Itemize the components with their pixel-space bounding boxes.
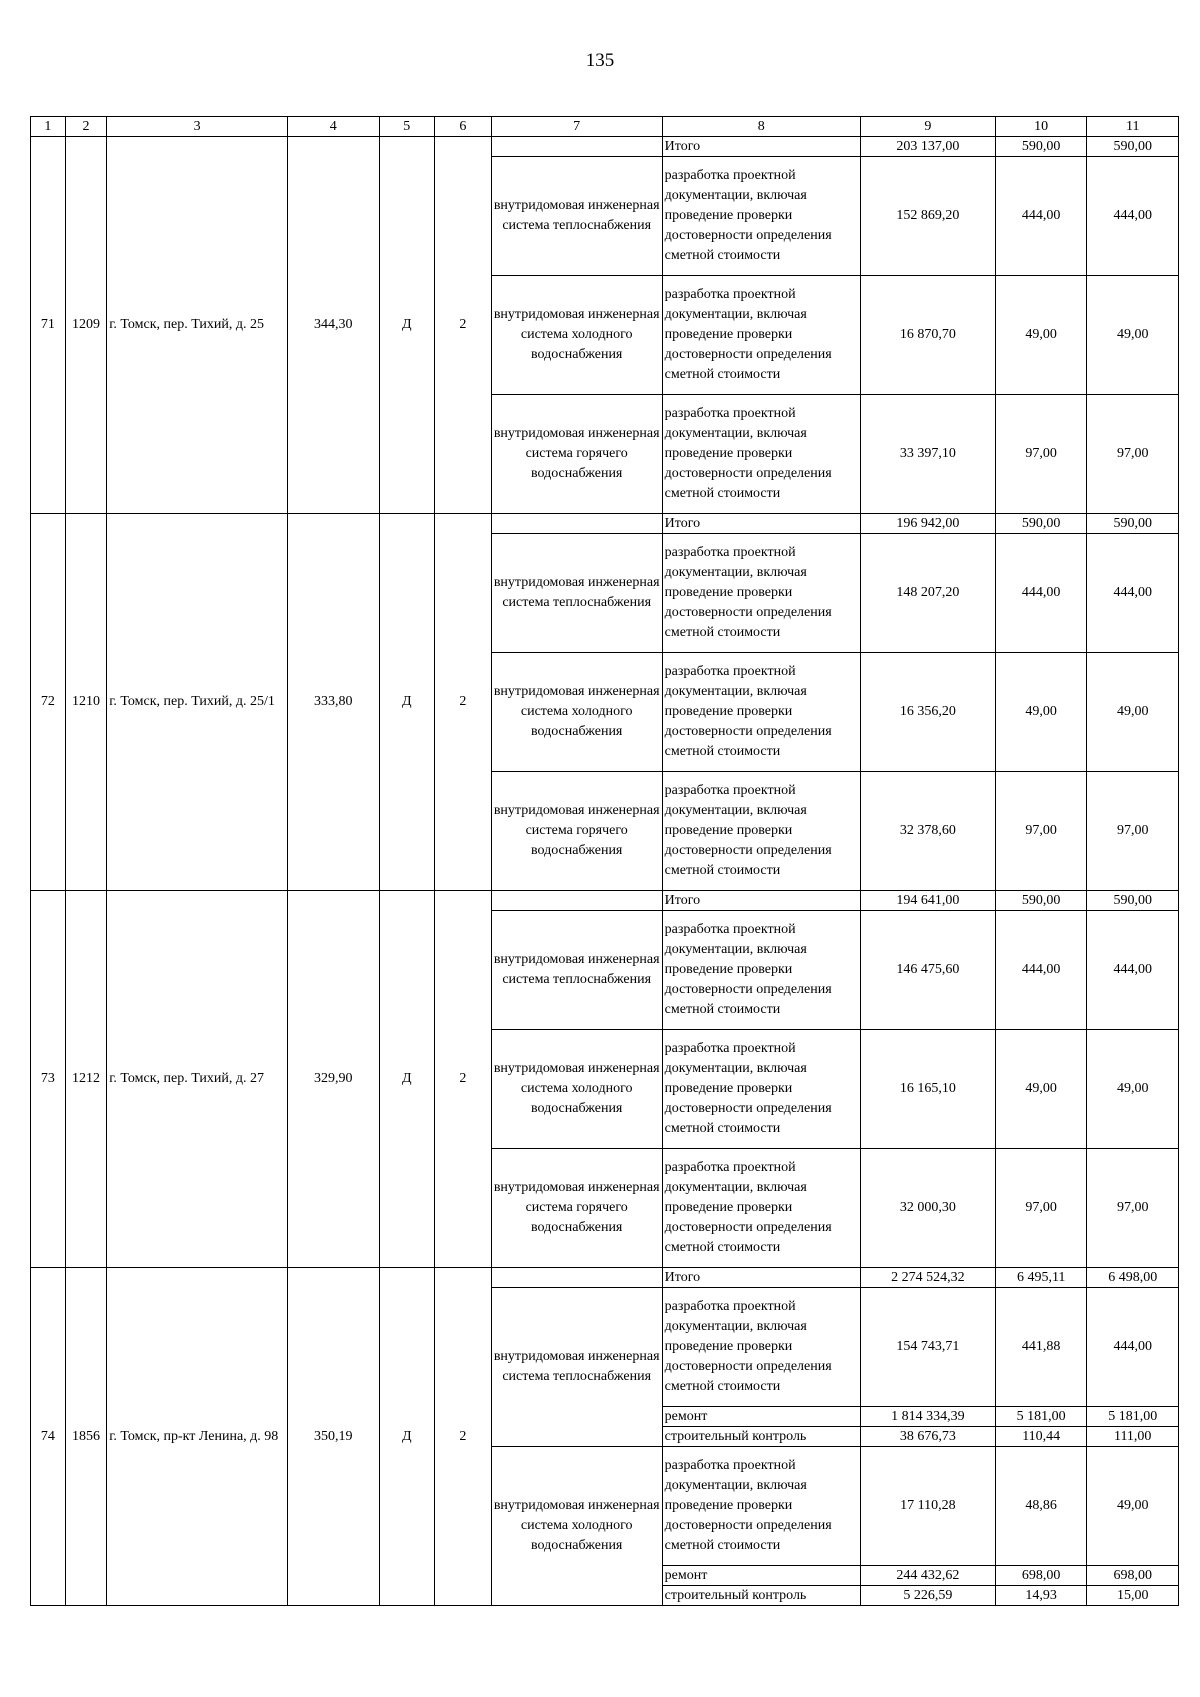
work-description: разработка проектной документации, включая проведение проверки достоверности определения сметной стоимости <box>662 1288 860 1407</box>
work-description: ремонт <box>662 1566 860 1586</box>
cost-v9: 16 165,10 <box>860 1030 995 1149</box>
record-area: 329,90 <box>288 891 379 1268</box>
record-address: г. Томск, пер. Тихий, д. 25 <box>107 137 288 514</box>
cost-v10: 441,88 <box>995 1288 1086 1407</box>
system-name: внутридомовая инженерная система холодного водоснабжения <box>491 276 662 395</box>
work-description: разработка проектной документации, включая проведение проверки достоверности определения сметной стоимости <box>662 772 860 891</box>
cost-v11: 97,00 <box>1087 395 1179 514</box>
cost-v10: 97,00 <box>995 395 1086 514</box>
system-name: внутридомовая инженерная система холодного водоснабжения <box>491 653 662 772</box>
cost-v9: 1 814 334,39 <box>860 1407 995 1427</box>
column-header: 11 <box>1087 117 1179 137</box>
cost-v11: 49,00 <box>1087 653 1179 772</box>
cost-v10: 49,00 <box>995 653 1086 772</box>
record-k: 2 <box>435 514 492 891</box>
cost-v10: 49,00 <box>995 276 1086 395</box>
cost-v10: 49,00 <box>995 1030 1086 1149</box>
cost-v11: 444,00 <box>1087 911 1179 1030</box>
system-name: внутридомовая инженерная система горячего водоснабжения <box>491 772 662 891</box>
column-header: 7 <box>491 117 662 137</box>
cost-v10: 110,44 <box>995 1427 1086 1447</box>
cost-v10: 48,86 <box>995 1447 1086 1566</box>
record-number: 73 <box>31 891 66 1268</box>
work-description: строительный контроль <box>662 1586 860 1606</box>
record-total-row <box>31 1268 1179 1288</box>
cost-v9: 38 676,73 <box>860 1427 995 1447</box>
cost-v11: 444,00 <box>1087 157 1179 276</box>
total-v9: 2 274 524,32 <box>860 1268 995 1288</box>
work-description: ремонт <box>662 1407 860 1427</box>
cost-v9: 148 207,20 <box>860 534 995 653</box>
column-header: 9 <box>860 117 995 137</box>
cost-v11: 49,00 <box>1087 1030 1179 1149</box>
cost-v11: 5 181,00 <box>1087 1407 1179 1427</box>
total-label: Итого <box>662 514 860 534</box>
column-header: 5 <box>379 117 435 137</box>
work-description: строительный контроль <box>662 1427 860 1447</box>
cost-v9: 152 869,20 <box>860 157 995 276</box>
total-label: Итого <box>662 1268 860 1288</box>
total-v11: 590,00 <box>1087 514 1179 534</box>
record-k: 2 <box>435 891 492 1268</box>
record-total-row <box>31 514 1179 534</box>
total-label: Итого <box>662 137 860 157</box>
total-v11: 590,00 <box>1087 891 1179 911</box>
record-number: 74 <box>31 1268 66 1606</box>
cost-v11: 15,00 <box>1087 1586 1179 1606</box>
total-v11: 6 498,00 <box>1087 1268 1179 1288</box>
total-v10: 590,00 <box>995 137 1086 157</box>
work-description: разработка проектной документации, включая проведение проверки достоверности определения сметной стоимости <box>662 653 860 772</box>
cost-v9: 154 743,71 <box>860 1288 995 1407</box>
record-number: 71 <box>31 137 66 514</box>
total-v9: 196 942,00 <box>860 514 995 534</box>
column-header: 6 <box>435 117 492 137</box>
cost-v10: 444,00 <box>995 911 1086 1030</box>
total-v9: 194 641,00 <box>860 891 995 911</box>
work-description: разработка проектной документации, включая проведение проверки достоверности определения сметной стоимости <box>662 157 860 276</box>
register-table <box>30 116 1179 1606</box>
column-header: 2 <box>65 117 106 137</box>
cost-v11: 97,00 <box>1087 1149 1179 1268</box>
cost-v10: 444,00 <box>995 157 1086 276</box>
column-header: 10 <box>995 117 1086 137</box>
cost-v10: 14,93 <box>995 1586 1086 1606</box>
record-k: 2 <box>435 1268 492 1606</box>
record-type: Д <box>379 1268 435 1606</box>
total-v11: 590,00 <box>1087 137 1179 157</box>
system-name: внутридомовая инженерная система теплоснабжения <box>491 911 662 1030</box>
total-label: Итого <box>662 891 860 911</box>
work-description: разработка проектной документации, включая проведение проверки достоверности определения сметной стоимости <box>662 1030 860 1149</box>
cost-v9: 33 397,10 <box>860 395 995 514</box>
record-area: 344,30 <box>288 137 379 514</box>
cost-v9: 32 000,30 <box>860 1149 995 1268</box>
column-number-row <box>31 117 1179 137</box>
total-v10: 590,00 <box>995 891 1086 911</box>
cost-v9: 32 378,60 <box>860 772 995 891</box>
work-description: разработка проектной документации, включая проведение проверки достоверности определения сметной стоимости <box>662 395 860 514</box>
system-blank-cell <box>491 137 662 157</box>
record-address: г. Томск, пер. Тихий, д. 27 <box>107 891 288 1268</box>
cost-v9: 16 870,70 <box>860 276 995 395</box>
record-code: 1210 <box>65 514 106 891</box>
system-name: внутридомовая инженерная система горячего водоснабжения <box>491 1149 662 1268</box>
cost-v11: 49,00 <box>1087 276 1179 395</box>
system-blank-cell <box>491 514 662 534</box>
work-description: разработка проектной документации, включая проведение проверки достоверности определения сметной стоимости <box>662 1447 860 1566</box>
system-name: внутридомовая инженерная система теплоснабжения <box>491 157 662 276</box>
system-name: внутридомовая инженерная система теплоснабжения <box>491 1288 662 1447</box>
system-blank-cell <box>491 891 662 911</box>
record-type: Д <box>379 514 435 891</box>
record-number: 72 <box>31 514 66 891</box>
total-v9: 203 137,00 <box>860 137 995 157</box>
cost-v11: 444,00 <box>1087 534 1179 653</box>
cost-v9: 244 432,62 <box>860 1566 995 1586</box>
cost-v9: 146 475,60 <box>860 911 995 1030</box>
cost-v11: 698,00 <box>1087 1566 1179 1586</box>
system-name: внутридомовая инженерная система горячего водоснабжения <box>491 395 662 514</box>
column-header: 3 <box>107 117 288 137</box>
work-description: разработка проектной документации, включая проведение проверки достоверности определения сметной стоимости <box>662 911 860 1030</box>
record-type: Д <box>379 137 435 514</box>
work-description: разработка проектной документации, включая проведение проверки достоверности определения сметной стоимости <box>662 1149 860 1268</box>
cost-v10: 97,00 <box>995 1149 1086 1268</box>
record-code: 1212 <box>65 891 106 1268</box>
work-description: разработка проектной документации, включая проведение проверки достоверности определения сметной стоимости <box>662 276 860 395</box>
cost-v10: 698,00 <box>995 1566 1086 1586</box>
system-name: внутридомовая инженерная система теплоснабжения <box>491 534 662 653</box>
record-address: г. Томск, пер. Тихий, д. 25/1 <box>107 514 288 891</box>
record-area: 333,80 <box>288 514 379 891</box>
record-total-row <box>31 891 1179 911</box>
cost-v10: 444,00 <box>995 534 1086 653</box>
system-name: внутридомовая инженерная система холодного водоснабжения <box>491 1447 662 1606</box>
record-total-row <box>31 137 1179 157</box>
cost-v11: 97,00 <box>1087 772 1179 891</box>
system-blank-cell <box>491 1268 662 1288</box>
cost-v11: 49,00 <box>1087 1447 1179 1566</box>
work-description: разработка проектной документации, включая проведение проверки достоверности определения сметной стоимости <box>662 534 860 653</box>
cost-v9: 17 110,28 <box>860 1447 995 1566</box>
record-type: Д <box>379 891 435 1268</box>
total-v10: 590,00 <box>995 514 1086 534</box>
cost-v11: 111,00 <box>1087 1427 1179 1447</box>
cost-v10: 5 181,00 <box>995 1407 1086 1427</box>
cost-v9: 16 356,20 <box>860 653 995 772</box>
total-v10: 6 495,11 <box>995 1268 1086 1288</box>
page-number: 135 <box>585 50 615 71</box>
record-address: г. Томск, пр-кт Ленина, д. 98 <box>107 1268 288 1606</box>
cost-v9: 5 226,59 <box>860 1586 995 1606</box>
cost-v11: 444,00 <box>1087 1288 1179 1407</box>
column-header: 4 <box>288 117 379 137</box>
record-code: 1856 <box>65 1268 106 1606</box>
record-k: 2 <box>435 137 492 514</box>
column-header: 1 <box>31 117 66 137</box>
column-header: 8 <box>662 117 860 137</box>
record-area: 350,19 <box>288 1268 379 1606</box>
record-code: 1209 <box>65 137 106 514</box>
cost-v10: 97,00 <box>995 772 1086 891</box>
system-name: внутридомовая инженерная система холодного водоснабжения <box>491 1030 662 1149</box>
